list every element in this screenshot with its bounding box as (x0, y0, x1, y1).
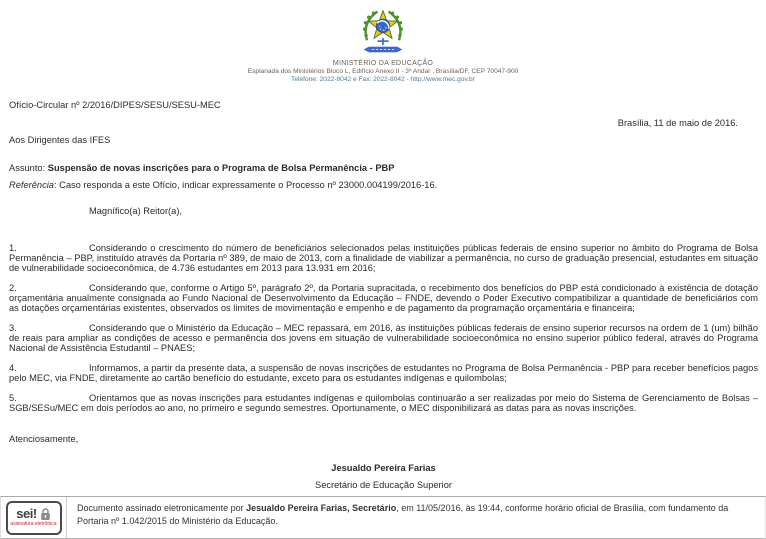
reference-text: : Caso responda a este Ofício, indicar expressamente o Processo nº 23000.004199/2016-16. (53, 180, 438, 190)
paragraph-1-number: 1. (9, 243, 17, 253)
sei-wordmark: sei! (16, 506, 37, 522)
ministry-name: MINISTÉRIO DA EDUCAÇÃO (332, 60, 434, 67)
date-place: Brasília, 11 de maio de 2016. (617, 118, 738, 128)
paragraph-5-text: Orientamos que as novas inscrições para estudantes indígenas e quilombolas continuarão a ser realizadas por meio do Sistema de Gerenciamento de Bolsas – SGB/SESu/MEC em dois períodos ao ano, no primeiro e segundo semestres. Oportunamente, o MEC disponibilizará as datas para as novas inscrições. (9, 393, 758, 413)
statement-suffix: , em 11/05/2016, às 19:44, conforme horário oficial de Brasília, com fundamento da Portaria nº 1.042/2015 do Ministério da Educação. (77, 503, 729, 526)
document-number: Ofício-Circular nº 2/2016/DIPES/SESU/SESU-MEC (9, 100, 221, 110)
sei-subtext: assinatura eletrônica (10, 520, 57, 527)
statement-prefix: Documento assinado eletronicamente por (77, 503, 247, 513)
ministry-contact: Telefone: 2022-8042 e Fax: 2022-8042 - http://www.mec.gov.br (291, 76, 475, 83)
reference-line (9, 180, 758, 190)
letter-body (0, 100, 766, 490)
subject-label: Assunto: (9, 163, 48, 173)
sei-logo (6, 501, 62, 535)
paragraph-2 (9, 283, 758, 313)
reference-label: Referência (9, 180, 54, 190)
brazil-coat-of-arms-icon (359, 5, 407, 58)
paragraph-4-text: Informamos, a partir da presente data, a suspensão de novas inscrições de estudantes no Programa de Bolsa Permanência - PBP para receber benefícios pagos pelo MEC, via FNDE, diretamente ao cartão benefício do estudante, exceto para os estudantes indígenas e quilombolas; (9, 363, 758, 383)
subject-text: Suspensão de novas inscrições para o Programa de Bolsa Permanência - PBP (47, 163, 395, 173)
paragraph-3-text: Considerando que o Ministério da Educação – MEC repassará, em 2016, às instituições públicas federais de ensino superior recursos na ordem de 1 (um) bilhão de reais para ampliar as condições de acesso e permanência dos jovens em situação de vulnerabilidade socioeconômica no ensino superior público federal, através do Programa Nacional de Assistência Estudantil – PNAES; (9, 323, 758, 353)
sei-logo-cell (1, 497, 67, 538)
paragraph-3 (9, 323, 758, 353)
paragraph-4 (9, 363, 758, 383)
paragraph-1-text: Considerando o crescimento do número de beneficiários selecionados pelas instituições públicas federais de ensino superior no âmbito do Programa de Bolsa Permanência – PBP, instituído através da Portaria nº 389, de maio de 2013, com a finalidade de viabilizar a permanência, no curso de graduação presencial, estudantes em situação de vulnerabilidade socioeconômica, de 4.736 estudantes em 2013 para 13.931 em 2016; (9, 243, 758, 273)
subject-line (9, 163, 758, 173)
paragraph-5 (9, 393, 758, 413)
salutation: Magnífico(a) Reitor(a), (89, 206, 182, 216)
letterhead (0, 0, 766, 84)
paragraph-2-text: Considerando que, conforme o Artigo 5º, parágrafo 2º, da Portaria supracitada, o recebimento dos benefícios do PBP está condicionado à existência de dotação orçamentária anualmente consignada ao Fundo Nacional de Desenvolvimento da Educação – FNDE, devendo o Poder Executivo compatibilizar a quantidade de beneficiários com as dotações orçamentárias existentes, observados os limites de movimentação e empenho e de pagamento da programação orçamentária e financeira; (9, 283, 758, 313)
padlock-icon (40, 508, 51, 521)
paragraph-2-number: 2. (9, 283, 17, 293)
ministry-address: Esplanada dos Ministérios Bloco L, Edifício Anexo II - 3º Andar , Brasília/DF, CEP 70047-900 (247, 68, 519, 75)
signature-title: Secretário de Educação Superior (315, 480, 452, 490)
addressee: Aos Dirigentes das IFES (9, 135, 111, 145)
electronic-signature-footer (0, 496, 766, 539)
paragraph-1 (9, 243, 758, 273)
statement-signer: Jesualdo Pereira Farias, Secretário (246, 503, 397, 513)
paragraph-4-number: 4. (9, 363, 17, 373)
paragraph-5-number: 5. (9, 393, 17, 403)
closing: Atenciosamente, (9, 434, 79, 444)
paragraph-3-number: 3. (9, 323, 17, 333)
signature-name: Jesualdo Pereira Farias (331, 463, 436, 473)
signature-statement (67, 497, 765, 538)
